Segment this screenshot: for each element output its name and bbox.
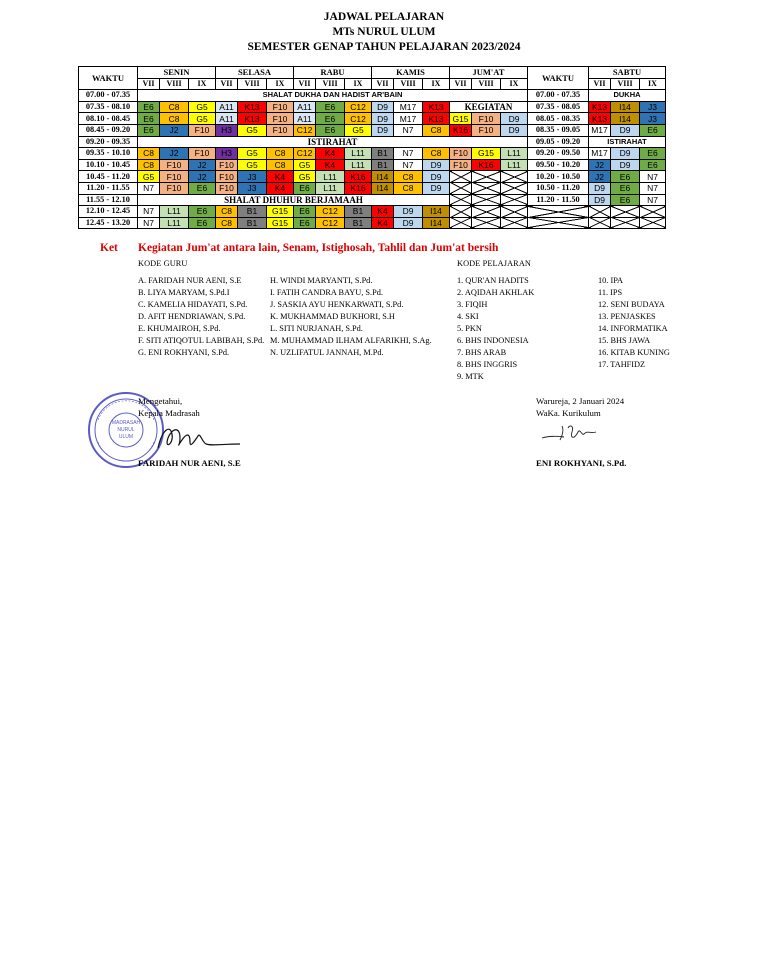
empty-cell [528, 206, 589, 218]
sign-right-name-box [536, 457, 626, 469]
empty-cell [611, 217, 640, 229]
schedule-cell: E6 [294, 182, 316, 194]
time-cell: 08.45 - 09.20 [79, 124, 138, 136]
schedule-cell: E6 [640, 148, 666, 160]
kode-guru-list-1 [138, 275, 264, 359]
list-item: 15. BHS JAWA [598, 336, 651, 345]
class-header: IX [189, 78, 216, 90]
class-header: IX [423, 78, 450, 90]
schedule-cell: M17 [394, 101, 423, 113]
schedule-cell: N7 [394, 148, 423, 160]
time-cell: 09.35 - 10.10 [79, 148, 138, 160]
list-item: 14. INFORMATIKA [598, 324, 668, 333]
svg-text:MADRASAH: MADRASAH [111, 420, 141, 426]
schedule-cell: C8 [138, 159, 160, 171]
schedule-cell: E6 [611, 171, 640, 183]
sign-left-line1: Mengetahui, [138, 396, 183, 406]
schedule-cell: J3 [640, 101, 666, 113]
schedule-cell: H3 [216, 148, 238, 160]
schedule-cell: G15 [267, 206, 294, 218]
schedule-cell: J2 [589, 171, 611, 183]
schedule-cell: E6 [640, 159, 666, 171]
empty-cell [528, 217, 589, 229]
schedule-cell: C8 [160, 113, 189, 125]
list-item: D. AFIT HENDRIAWAN, S.Pd. [138, 312, 246, 321]
waktu-header: WAKTU [79, 67, 138, 90]
empty-cell [472, 206, 501, 218]
empty-cell [472, 171, 501, 183]
schedule-cell: F10 [160, 182, 189, 194]
schedule-cell: J2 [160, 148, 189, 160]
schedule-cell: J3 [640, 113, 666, 125]
ket-note: Kegiatan Jum'at antara lain, Senam, Istighosah, Tahlil dan Jum'at bersih [138, 242, 499, 254]
kode-pelajaran-title: KODE PELAJARAN [457, 259, 531, 268]
schedule-cell: I14 [372, 171, 394, 183]
schedule-cell: J2 [189, 171, 216, 183]
day-header: SELASA [216, 67, 294, 79]
schedule-cell: F10 [267, 113, 294, 125]
time-cell: 10.10 - 10.45 [79, 159, 138, 171]
schedule-cell: N7 [640, 171, 666, 183]
schedule-cell: D9 [423, 171, 450, 183]
schedule-cell: K4 [267, 182, 294, 194]
schedule-cell: K13 [589, 101, 611, 113]
table-row [79, 113, 666, 125]
schedule-cell: C12 [345, 113, 372, 125]
empty-cell [472, 194, 501, 206]
list-item: 2. AQIDAH AKHLAK [457, 288, 535, 297]
schedule-cell: E6 [189, 217, 216, 229]
schedule-cell: N7 [640, 194, 666, 206]
schedule-cell: B1 [238, 217, 267, 229]
list-item: K. MUKHAMMAD BUKHORI, S.H [270, 312, 395, 321]
list-item: 13. PENJASKES [598, 312, 656, 321]
schedule-cell: L11 [316, 182, 345, 194]
list-item: 9. MTK [457, 372, 484, 381]
schedule-cell: K13 [238, 113, 267, 125]
empty-cell [450, 171, 472, 183]
time-cell: 11.55 - 12.10 [79, 194, 138, 206]
class-header: VIII [611, 78, 640, 90]
schedule-cell: G5 [294, 171, 316, 183]
schedule-cell: K4 [316, 148, 345, 160]
kode-guru-title: KODE GURU [138, 259, 188, 268]
table-row [79, 148, 666, 160]
schedule-cell: M17 [394, 113, 423, 125]
schedule-cell: K16 [472, 159, 501, 171]
schedule-cell: B1 [345, 217, 372, 229]
schedule-cell: G15 [450, 113, 472, 125]
class-header: VIII [472, 78, 501, 90]
schedule-cell: D9 [372, 101, 394, 113]
empty-cell [450, 206, 472, 218]
kode-pelajaran-list-1 [457, 275, 534, 383]
empty-cell [450, 182, 472, 194]
list-item: 3. FIQIH [457, 300, 488, 309]
list-item: 7. BHS ARAB [457, 348, 507, 357]
empty-cell [640, 217, 666, 229]
schedule-cell: F10 [216, 159, 238, 171]
time-cell: 09.50 - 10.20 [528, 159, 589, 171]
schedule-cell: D9 [611, 148, 640, 160]
schedule-cell: C8 [423, 124, 450, 136]
class-header: VII [138, 78, 160, 90]
schedule-cell: F10 [216, 182, 238, 194]
schedule-cell: D9 [589, 194, 611, 206]
schedule-cell: I14 [423, 206, 450, 218]
sign-left-name-box [138, 457, 241, 469]
time-cell: 07.00 - 07.35 [79, 90, 138, 102]
schedule-cell: L11 [160, 217, 189, 229]
schedule-cell: C12 [345, 101, 372, 113]
class-header: IX [501, 78, 528, 90]
empty-cell [501, 182, 528, 194]
table-row [79, 182, 666, 194]
sign-right-line1: Warureja, 2 Januari 2024 [536, 396, 625, 406]
schedule-cell: K4 [372, 217, 394, 229]
empty-cell [472, 217, 501, 229]
schedule-cell: E6 [138, 113, 160, 125]
time-cell: 11.20 - 11.50 [528, 194, 589, 206]
schedule-cell: N7 [394, 159, 423, 171]
waktu-header: WAKTU [528, 67, 589, 90]
class-header: IX [267, 78, 294, 90]
schedule-cell: N7 [138, 182, 160, 194]
schedule-cell: B1 [372, 159, 394, 171]
schedule-cell: D9 [423, 159, 450, 171]
empty-cell [589, 206, 611, 218]
kode-guru-list-2 [270, 275, 432, 359]
schedule-cell: E6 [611, 194, 640, 206]
schedule-cell: K13 [423, 101, 450, 113]
empty-cell [589, 217, 611, 229]
svg-text:NURUL: NURUL [117, 427, 135, 433]
schedule-cell: E6 [294, 217, 316, 229]
schedule-cell: M17 [589, 124, 611, 136]
schedule-cell: G5 [189, 113, 216, 125]
class-header: VII [589, 78, 611, 90]
schedule-cell: C8 [216, 206, 238, 218]
schedule-cell: C12 [294, 148, 316, 160]
schedule-cell: N7 [138, 217, 160, 229]
schedule-cell: F10 [189, 124, 216, 136]
list-item: B. LIYA MARYAM, S.Pd.I [138, 288, 230, 297]
schedule-cell: B1 [345, 206, 372, 218]
table-row [79, 90, 666, 102]
schedule-cell: L11 [316, 171, 345, 183]
sign-left-line2: Kepala Madrasah [138, 408, 200, 418]
schedule-cell: J2 [160, 124, 189, 136]
time-cell: 10.45 - 11.20 [79, 171, 138, 183]
class-header: VIII [316, 78, 345, 90]
table-row [79, 194, 666, 206]
schedule-cell: K16 [345, 182, 372, 194]
schedule-cell: G5 [345, 124, 372, 136]
list-item: F. SITI ATIQOTUL LABIBAH, S.Pd. [138, 336, 265, 345]
schedule-cell: E6 [316, 124, 345, 136]
schedule-cell: D9 [423, 182, 450, 194]
table-header-row [79, 67, 666, 79]
class-header: VIII [394, 78, 423, 90]
schedule-cell: J3 [238, 171, 267, 183]
schedule-cell: C8 [267, 159, 294, 171]
schedule-cell: F10 [160, 171, 189, 183]
document-header [0, 10, 768, 55]
schedule-cell: C12 [316, 206, 345, 218]
empty-cell [611, 206, 640, 218]
time-cell: 09.20 - 09.35 [79, 136, 138, 148]
list-item: 5. PKN [457, 324, 482, 333]
day-header: SENIN [138, 67, 216, 79]
schedule-cell: G15 [267, 217, 294, 229]
schedule-cell: E6 [316, 113, 345, 125]
sign-right [536, 395, 624, 419]
empty-cell [450, 194, 472, 206]
schedule-cell: L11 [345, 159, 372, 171]
schedule-cell: A11 [216, 113, 238, 125]
schedule-cell: C12 [294, 124, 316, 136]
table-row [79, 124, 666, 136]
empty-cell [501, 194, 528, 206]
schedule-cell: C8 [138, 148, 160, 160]
schedule-cell: D9 [611, 124, 640, 136]
schedule-cell: K13 [423, 113, 450, 125]
schedule-cell: C8 [267, 148, 294, 160]
table-row [79, 217, 666, 229]
list-item: I. FATIH CANDRA BAYU, S.Pd. [270, 288, 383, 297]
time-cell: 08.35 - 09.05 [528, 124, 589, 136]
time-cell: 10.20 - 10.50 [528, 171, 589, 183]
schedule-cell: D9 [394, 217, 423, 229]
list-item: 1. QUR'AN HADITS [457, 276, 529, 285]
class-header: IX [640, 78, 666, 90]
schedule-cell: C8 [216, 217, 238, 229]
list-item: 11. IPS [598, 288, 623, 297]
class-header: VII [294, 78, 316, 90]
schedule-cell: K4 [316, 159, 345, 171]
schedule-cell: F10 [450, 159, 472, 171]
schedule-cell: D9 [589, 182, 611, 194]
schedule-cell: C8 [394, 171, 423, 183]
table-row [79, 136, 666, 148]
schedule-cell: H3 [216, 124, 238, 136]
list-item: C. KAMELIA HIDAYATI, S.Pd. [138, 300, 248, 309]
schedule-cell: F10 [189, 148, 216, 160]
list-item: 16. KITAB KUNING [598, 348, 670, 357]
schedule-cell: C8 [160, 101, 189, 113]
span-cell: ISTIRAHAT [589, 136, 666, 148]
class-header: VIII [238, 78, 267, 90]
list-item: L. SITI NURJANAH, S.Pd. [270, 324, 363, 333]
day-header: JUM'AT [450, 67, 528, 79]
schedule-cell: C12 [316, 217, 345, 229]
schedule-cell: K13 [238, 101, 267, 113]
schedule-cell: D9 [372, 124, 394, 136]
schedule-cell: A11 [294, 101, 316, 113]
schedule-cell: G5 [189, 101, 216, 113]
day-header: KAMIS [372, 67, 450, 79]
schedule-cell: M17 [589, 148, 611, 160]
list-item: 4. SKI [457, 312, 479, 321]
schedule-cell: K4 [267, 171, 294, 183]
schedule-cell: C8 [423, 148, 450, 160]
signature-left [150, 420, 245, 455]
schedule-cell: C8 [394, 182, 423, 194]
title-line-2: MTs NURUL ULUM [332, 26, 436, 38]
schedule-cell: G5 [238, 148, 267, 160]
schedule-cell: I14 [611, 113, 640, 125]
schedule-cell: K13 [589, 113, 611, 125]
span-cell: SHALAT DUKHA DAN HADIST AR'BAIN [138, 90, 528, 102]
class-header: VIII [160, 78, 189, 90]
day-header: RABU [294, 67, 372, 79]
schedule-cell: D9 [372, 113, 394, 125]
schedule-cell: L11 [160, 206, 189, 218]
table-row [79, 159, 666, 171]
list-item: N. UZLIFATUL JANNAH, M.Pd. [270, 348, 384, 357]
schedule-cell: J2 [189, 159, 216, 171]
empty-cell [450, 217, 472, 229]
schedule-cell: G15 [472, 148, 501, 160]
schedule-cell: L11 [501, 159, 528, 171]
time-cell: 09.05 - 09.20 [528, 136, 589, 148]
time-cell: 07.00 - 07.35 [528, 90, 589, 102]
schedule-cell: N7 [394, 124, 423, 136]
schedule-cell: G5 [238, 159, 267, 171]
time-cell: 11.20 - 11.55 [79, 182, 138, 194]
schedule-cell: E6 [294, 206, 316, 218]
sign-right-name: ENI ROKHYANI, S.Pd. [536, 458, 627, 468]
span-cell: DUKHA [589, 90, 666, 102]
list-item: E. KHUMAIROH, S.Pd. [138, 324, 221, 333]
list-item: 12. SENI BUDAYA [598, 300, 665, 309]
list-item: A. FARIDAH NUR AENI, S.E [138, 276, 242, 285]
schedule-cell: G5 [238, 124, 267, 136]
list-item: J. SASKIA AYU HENKARWATI, S.Pd. [270, 300, 404, 309]
time-cell: 07.35 - 08.10 [79, 101, 138, 113]
schedule-cell: B1 [238, 206, 267, 218]
schedule-cell: I14 [423, 217, 450, 229]
time-cell: 10.50 - 11.20 [528, 182, 589, 194]
schedule-cell: F10 [267, 101, 294, 113]
empty-cell [501, 171, 528, 183]
schedule-cell: K4 [372, 206, 394, 218]
list-item: G. ENI ROKHYANI, S.Pd. [138, 348, 230, 357]
schedule-cell: E6 [138, 124, 160, 136]
schedule-cell: E6 [189, 182, 216, 194]
schedule-cell: E6 [316, 101, 345, 113]
time-cell: 12.10 - 12.45 [79, 206, 138, 218]
title-line-1: JADWAL PELAJARAN [323, 11, 445, 23]
schedule-cell: F10 [472, 124, 501, 136]
schedule-cell: F10 [450, 148, 472, 160]
schedule-cell: G5 [294, 159, 316, 171]
class-header: VII [372, 78, 394, 90]
title-line-3: SEMESTER GENAP TAHUN PELAJARAN 2023/2024 [247, 41, 521, 53]
schedule-cell: K16 [345, 171, 372, 183]
time-cell: 08.10 - 08.45 [79, 113, 138, 125]
time-cell: 07.35 - 08.05 [528, 101, 589, 113]
sign-left-name: FARIDAH NUR AENI, S.E [138, 458, 241, 468]
schedule-cell: G5 [138, 171, 160, 183]
schedule-cell: A11 [294, 113, 316, 125]
schedule-cell: I14 [611, 101, 640, 113]
empty-cell [501, 217, 528, 229]
schedule-cell: F10 [472, 113, 501, 125]
schedule-cell: E6 [189, 206, 216, 218]
schedule-cell: D9 [611, 159, 640, 171]
list-item: H. WINDI MARYANTI, S.Pd. [270, 276, 373, 285]
time-cell: 12.45 - 13.20 [79, 217, 138, 229]
schedule-cell: B1 [372, 148, 394, 160]
span-cell: ISTIRAHAT [138, 136, 528, 148]
schedule-cell: E6 [640, 124, 666, 136]
schedule-cell: N7 [640, 182, 666, 194]
schedule-cell: F10 [267, 124, 294, 136]
schedule-cell: D9 [394, 206, 423, 218]
class-header: VII [450, 78, 472, 90]
schedule-table [78, 66, 666, 229]
kegiatan-cell: KEGIATAN [450, 101, 528, 113]
empty-cell [640, 206, 666, 218]
table-row [79, 101, 666, 113]
schedule-cell: D9 [501, 113, 528, 125]
schedule-cell: F10 [160, 159, 189, 171]
schedule-cell: N7 [138, 206, 160, 218]
class-header: IX [345, 78, 372, 90]
schedule-cell: A11 [216, 101, 238, 113]
day-header: SABTU [589, 67, 666, 79]
signature-right [538, 418, 608, 446]
sign-left [138, 395, 200, 419]
empty-cell [501, 206, 528, 218]
class-header: VII [216, 78, 238, 90]
time-cell: 09.20 - 09.50 [528, 148, 589, 160]
schedule-cell: F10 [216, 171, 238, 183]
schedule-cell: J3 [238, 182, 267, 194]
sign-right-line2: WaKa. Kurikulum [536, 408, 601, 418]
list-item: 8. BHS INGGRIS [457, 360, 518, 369]
schedule-cell: J2 [589, 159, 611, 171]
list-item: M. MUHAMMAD ILHAM ALFARIKHI, S.Ag. [270, 336, 432, 345]
schedule-cell: E6 [611, 182, 640, 194]
list-item: 10. IPA [598, 276, 624, 285]
list-item: 6. BHS INDONESIA [457, 336, 529, 345]
list-item: 17. TAHFIDZ [598, 360, 646, 369]
schedule-cell: I14 [372, 182, 394, 194]
empty-cell [472, 182, 501, 194]
span-cell: SHALAT DHUHUR BERJAMAAH [138, 194, 450, 206]
table-row [79, 171, 666, 183]
kode-pelajaran-list-2 [598, 275, 670, 371]
schedule-cell: L11 [345, 148, 372, 160]
schedule-cell: K16 [450, 124, 472, 136]
schedule-cell: D9 [501, 124, 528, 136]
ket-label: Ket [100, 242, 118, 254]
schedule-cell: L11 [501, 148, 528, 160]
table-row [79, 206, 666, 218]
schedule-cell: E6 [138, 101, 160, 113]
svg-text:ULUM: ULUM [118, 434, 134, 440]
time-cell: 08.05 - 08.35 [528, 113, 589, 125]
